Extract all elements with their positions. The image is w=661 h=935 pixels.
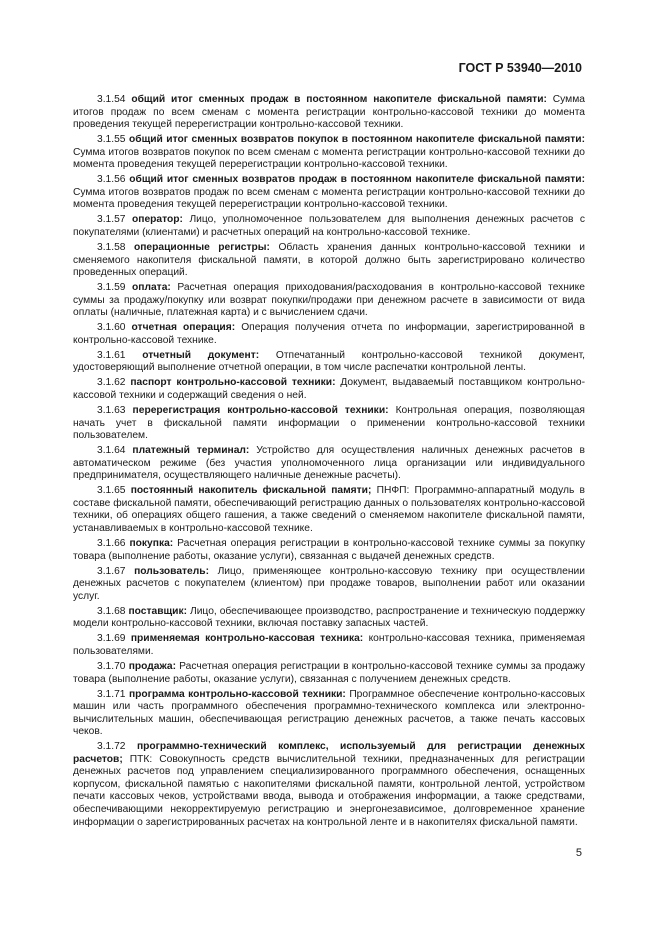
definition-entry (73, 134, 585, 172)
entry-term: операционные регистры: (133, 242, 270, 254)
entry-term: программно-технический комплекс, используемый для регистрации денежных расчетов; (73, 741, 585, 765)
entry-term: применяемая контрольно-кассовая техника: (130, 633, 364, 645)
entry-definition: Область хранения данных контрольно-кассовой техники и сменяемого накопителя фискальной памяти, в которой должно быть зарегистрировано количество проведенных операций. (73, 242, 585, 279)
entry-term: паспорт контрольно-кассовой техники: (130, 377, 336, 389)
entry-term: отчетная операция: (131, 322, 236, 334)
entry-number: 3.1.72 (97, 741, 126, 753)
entry-number: 3.1.63 (97, 405, 126, 417)
entry-term: оператор: (132, 214, 183, 226)
entry-number: 3.1.55 (97, 134, 126, 146)
entry-number: 3.1.69 (97, 633, 126, 645)
entry-number: 3.1.57 (97, 214, 126, 226)
definition-entry (73, 633, 585, 658)
entry-definition: Сумма итогов возвратов покупок по всем сменам с момента регистрации контрольно-кассовой техники до момента проведения текущей перерегистрации контрольно-кассовой техники. (73, 146, 585, 171)
entry-definition: Документ, выдаваемый поставщиком контрольно-кассовой техники и содержащий сведения о ней. (73, 377, 585, 402)
entry-term: продажа: (128, 660, 176, 672)
definition-entry (73, 566, 585, 604)
definition-entry (73, 661, 585, 686)
definition-entry (73, 741, 585, 829)
definition-entry (73, 174, 585, 212)
document-id: ГОСТ Р 53940—2010 (458, 61, 582, 75)
entry-definition: Сумма итогов продаж по всем сменам с момента регистрации контрольно-кассовой техники до момента проведения текущей перерегистрации контрольно-кассовой техники. (73, 94, 585, 131)
page-number: 5 (575, 847, 582, 859)
entry-definition: Устройство для осуществления наличных денежных расчетов в автоматическом режиме (без участия уполномоченного лица организации или индивидуального предпринимателя, осуществляющего наличные денежные расчеты). (73, 445, 586, 482)
entry-number: 3.1.71 (97, 688, 126, 700)
entry-number: 3.1.56 (97, 174, 126, 186)
entry-number: 3.1.66 (97, 538, 126, 550)
entry-term: общий итог сменных возвратов продаж в постоянном накопителе фискальной памяти: (129, 174, 585, 186)
entry-number: 3.1.67 (97, 565, 126, 577)
entry-number: 3.1.54 (97, 94, 126, 105)
definition-entry (73, 322, 585, 347)
entry-definition: Расчетная операция приходования/расходования в контрольно-кассовой технике суммы за продажу/покупку или возврат покупки/продажи при денежном расчете в зависимости от вида оплаты (наличные, платежная карта) и с вычислением сдачи. (73, 282, 585, 319)
entry-term: отчетный документ: (142, 349, 260, 361)
entry-term: общий итог сменных продаж в постоянном накопителе фискальной памяти: (131, 94, 547, 105)
entry-definition: Программное обеспечение контрольно-кассовых машин или часть программного обеспечения программно-технического комплекса или электронно-вычислительных машин, обеспечивающая регистрацию денежных расчетов, а также печать кассовых чеков. (73, 688, 585, 738)
definition-entry (73, 445, 585, 483)
entry-definition: ПНФП: Программно-аппаратный модуль в составе фискальной памяти, обеспечивающий регистрацию данных о пользователях контрольно-кассовой техники, об операциях общего гашения, а также сведений о сменяемом накопителе фискальной памяти, устанавливаемых в контрольно-кассовой технике. (73, 485, 585, 534)
entry-number: 3.1.64 (97, 445, 126, 457)
entry-definition: Контрольная операция, позволяющая начать учет в фискальной памяти информации о применении контрольно-кассовой техники пользователем. (73, 405, 585, 442)
entry-term: общий итог сменных возвратов покупок в постоянном накопителе фискальной памяти: (128, 134, 585, 146)
definition-entry (73, 214, 585, 239)
entry-term: программа контрольно-кассовой техники: (128, 688, 346, 700)
definition-entry (73, 377, 585, 402)
entry-term: поставщик: (128, 605, 188, 617)
entry-number: 3.1.59 (97, 282, 126, 294)
entry-definition: Расчетная операция регистрации в контрольно-кассовой технике суммы за продажу товара (выполнение работы, оказание услуги), связанная с получением денежных средств. (73, 660, 585, 685)
entry-definition: Лицо, обеспечивающее производство, распространение и техническую поддержку модели контрольно-кассовой техники, включая поставку запасных частей. (73, 605, 586, 630)
entry-term: пользователь: (134, 565, 209, 577)
entry-definition: Операция получения отчета по информации, зарегистрированной в контрольно-кассовой технике. (73, 322, 585, 346)
entry-number: 3.1.70 (97, 660, 126, 672)
entry-number: 3.1.68 (97, 605, 126, 617)
definition-entry (73, 94, 585, 132)
entry-term: покупка: (129, 538, 174, 550)
entry-definition: Лицо, уполномоченное пользователем для выполнения денежных расчетов с покупателями (клиентами) и расчетных операций на контрольно-кассовой технике. (73, 214, 585, 238)
definition-entry (73, 485, 585, 535)
definition-entry (73, 405, 585, 443)
entry-number: 3.1.61 (97, 349, 126, 361)
entry-definition: Сумма итогов возвратов продаж по всем сменам с момента регистрации контрольно-кассовой техники до момента проведения текущей перерегистрации контрольно-кассовой техники. (73, 186, 585, 211)
definition-entry (73, 538, 585, 563)
entry-definition: Расчетная операция регистрации в контрольно-кассовой технике суммы за покупку товара (выполнение работы, оказание услуги), связанная с выдачей денежных средств. (73, 538, 585, 562)
entry-definition: контрольно-кассовая техника, применяемая пользователями. (73, 633, 585, 657)
definition-entry (73, 242, 585, 280)
definition-entry (73, 282, 585, 320)
entry-number: 3.1.65 (97, 485, 126, 497)
entry-number: 3.1.58 (97, 242, 126, 254)
definition-entry (73, 689, 585, 739)
entry-term: оплата: (132, 282, 171, 294)
entry-number: 3.1.60 (97, 322, 126, 334)
entry-term: постоянный накопитель фискальной памяти; (130, 485, 372, 497)
definitions-list (73, 94, 585, 832)
entry-definition: ПТК: Совокупность средств вычислительной техники, предназначенных для регистрации денежных расчетов под управлением специализированного программного обеспечения, оснащенных корпусом, фискальной памятью с накопителями фискальной памяти, контрольной лентой, устройством печати кассовых чеков, устройствами ввода, вывода и отображения информации, а также средствами, обеспечивающими некорректируемую регистрацию и энергонезависимое, долговременное хранение информации о зарегистрированных расчетах на контрольной ленте и в накопителях фискальной памяти. (73, 753, 585, 828)
entry-definition: Отпечатанный контрольно-кассовой техникой документ, удостоверяющий выполнение отчетной операции, в том числе распечатки контрольной ленты. (73, 349, 585, 374)
entry-term: платежный терминал: (132, 445, 250, 457)
entry-number: 3.1.62 (97, 377, 126, 389)
definition-entry (73, 606, 585, 631)
definition-entry (73, 350, 585, 375)
entry-term: перерегистрация контрольно-кассовой техники: (132, 405, 389, 417)
entry-definition: Лицо, применяющее контрольно-кассовую технику при осуществлении денежных расчетов с покупателем (клиентом) при продаже товаров, выполнении работ или оказании услуг. (73, 565, 585, 602)
